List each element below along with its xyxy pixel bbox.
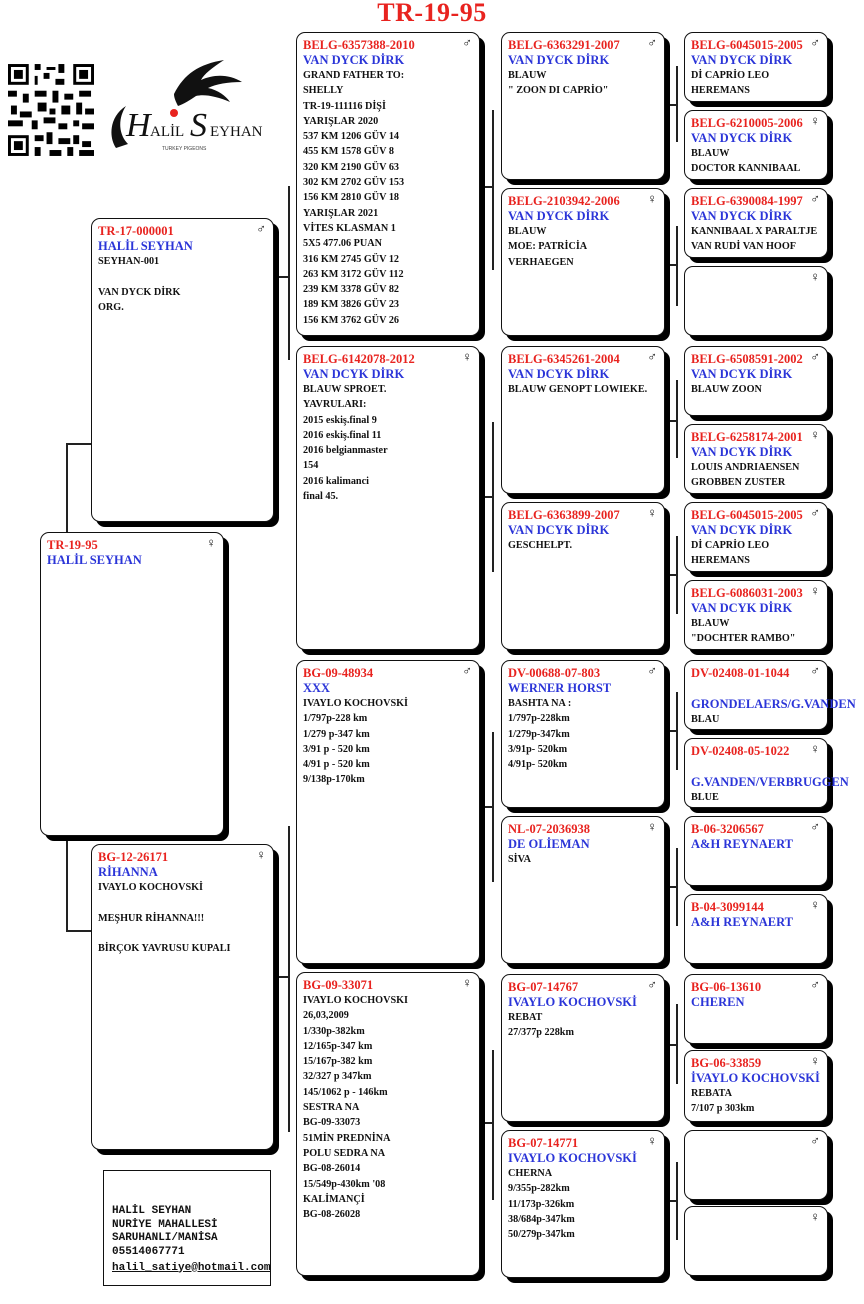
connector xyxy=(669,420,677,422)
owner-name: VAN DYCK DİRK xyxy=(691,209,793,223)
connector xyxy=(288,186,290,360)
connector xyxy=(66,443,68,543)
connector xyxy=(669,574,677,576)
owner-name: HALİL SEYHAN xyxy=(47,553,142,567)
ring-number: BELG-6345261-2004 xyxy=(508,352,620,366)
owner-name: VAN DYCK DİRK xyxy=(508,53,610,67)
pedigree-card-gen4-empty[interactable] xyxy=(684,1206,828,1276)
bird-notes: SEYHAN-001 VAN DYCK DİRK ORG. xyxy=(98,256,181,313)
bird-emblem-icon xyxy=(104,56,270,158)
bird-notes: Dİ CAPRİO LEO HEREMANS xyxy=(691,70,770,97)
pedigree-card-gen4[interactable] xyxy=(684,32,828,102)
pedigree-card-gen4[interactable] xyxy=(684,346,828,416)
connector xyxy=(676,226,678,306)
female-sex-icon: ♀ xyxy=(206,535,216,550)
pedigree-card-gen4[interactable] xyxy=(684,894,828,964)
ring-number: BELG-6142078-2012 xyxy=(303,352,415,366)
owner-name: CHEREN xyxy=(691,995,745,1009)
pedigree-card-gen4[interactable] xyxy=(684,580,828,650)
owner-name: VAN DCYK DİRK xyxy=(691,523,793,537)
pedigree-card-gen3[interactable] xyxy=(501,660,665,808)
pedigree-card-gen2[interactable] xyxy=(296,972,480,1276)
connector xyxy=(669,886,677,888)
pedigree-card-gen3[interactable] xyxy=(501,974,665,1122)
pedigree-card-gen4[interactable] xyxy=(684,660,856,730)
ring-number: B-06-3206567 xyxy=(691,822,764,836)
ring-number: BG-09-48934 xyxy=(303,666,374,680)
owner-name: WERNER HORST xyxy=(508,681,612,695)
bird-notes: KANNIBAAL X PARALTJE VAN RUDİ VAN HOOF xyxy=(691,226,818,253)
ring-number: BG-06-33859 xyxy=(691,1056,762,1070)
connector xyxy=(483,806,493,808)
bird-notes: LOUIS ANDRIAENSEN GROBBEN ZUSTER xyxy=(691,462,800,489)
owner-name: İVAYLO KOCHOVSKİ xyxy=(691,1071,820,1085)
contact-address: HALİL SEYHAN NURİYE MAHALLESİ SARUHANLI/MANİSA 05514067771 xyxy=(112,1205,218,1258)
female-sex-icon: ♀ xyxy=(256,847,266,862)
pedigree-card-gen3[interactable] xyxy=(501,816,665,964)
pedigree-card-gen4[interactable] xyxy=(684,974,828,1044)
ring-number: BELG-6390084-1997 xyxy=(691,194,803,208)
connector xyxy=(669,1044,677,1046)
ring-number: BG-07-14767 xyxy=(508,980,579,994)
pedigree-card-gen4[interactable] xyxy=(684,816,828,886)
bird-notes: BLAUW ZOON xyxy=(691,384,762,395)
pedigree-card-gen4[interactable] xyxy=(684,188,828,258)
bird-notes: REBATA 7/107 p 303km xyxy=(691,1088,755,1115)
male-sex-icon: ♂ xyxy=(647,977,657,992)
connector xyxy=(676,380,678,458)
male-sex-icon: ♂ xyxy=(810,977,820,992)
bird-notes: BLAUW "DOCHTER RAMBO" xyxy=(691,618,796,645)
connector xyxy=(483,1122,493,1124)
owner-name: DE OLİEMAN xyxy=(508,837,590,851)
bird-notes: IVAYLO KOCHOVSKI 26,03,2009 1/330p-382km 12/165p-347 km 15/167p-382 km 32/327 p 347km 145/1062 p - 146km SESTRA NA BG-09-33073 51MİN PREDNİNA POLU SEDRA NA BG-08-26014 15/549p-430km '08 KALİMANÇİ BG-08-26028 xyxy=(303,995,409,1221)
male-sex-icon: ♂ xyxy=(256,221,266,236)
ring-number: BG-06-13610 xyxy=(691,980,762,994)
pedigree-card-sire[interactable] xyxy=(91,218,274,522)
female-sex-icon: ♀ xyxy=(647,819,657,834)
bird-notes: BLUE xyxy=(691,792,719,803)
bird-notes: BLAUW " ZOON DI CAPRİO" xyxy=(508,70,609,97)
svg-text:S: S xyxy=(190,107,207,144)
owner-name: GRONDELAERS/G.VANDEN xyxy=(691,697,856,711)
female-sex-icon: ♀ xyxy=(810,1209,820,1224)
connector xyxy=(66,930,92,932)
male-sex-icon: ♂ xyxy=(462,663,472,678)
owner-name: VAN DYCK DİRK xyxy=(691,53,793,67)
connector xyxy=(669,730,677,732)
ring-number: DV-02408-01-1044 xyxy=(691,666,790,680)
owner-name: XXX xyxy=(303,681,331,695)
female-sex-icon: ♀ xyxy=(462,349,472,364)
pedigree-card-dam[interactable] xyxy=(91,844,274,1150)
bird-notes: GRAND FATHER TO: SHELLY TR-19-111116 DİŞİ YARIŞLAR 2020 537 KM 1206 GÜV 14 455 KM 1578 GÜV 8 320 KM 2190 GÜV 63 302 KM 2702 GÜV 153 156 KM 2810 GÜV 18 YARIŞLAR 2021 VİTES KLASMAN 1 5X5 477.06 PUAN 316 KM 2745 GÜV 12 263 KM 3172 GÜV 112 239 KM 3378 GÜV 82 189 KM 3826 GÜV 23 156 KM 3762 GÜV 26 xyxy=(303,70,405,326)
ring-number: BELG-6508591-2002 xyxy=(691,352,803,366)
pedigree-card-gen2[interactable] xyxy=(296,660,480,964)
qr-code xyxy=(8,64,94,156)
pedigree-title: TR-19-95 xyxy=(377,0,487,27)
female-sex-icon: ♀ xyxy=(810,583,820,598)
male-sex-icon: ♂ xyxy=(810,663,820,678)
connector xyxy=(66,838,68,932)
female-sex-icon: ♀ xyxy=(810,427,820,442)
owner-name: G.VANDEN/VERBRUGGEN xyxy=(691,775,849,789)
pedigree-card-gen4-empty[interactable] xyxy=(684,266,828,336)
bird-notes: BASHTA NA : 1/797p-228km 1/279p-347km 3/91p- 520km 4/91p- 520km xyxy=(508,698,572,771)
ring-number: BG-09-33071 xyxy=(303,978,374,992)
male-sex-icon: ♂ xyxy=(810,349,820,364)
owner-name: VAN DCYK DİRK xyxy=(691,445,793,459)
contact-email-link[interactable]: halil_satiye@hotmail.com xyxy=(112,1261,271,1274)
bird-notes: GESCHELPT. xyxy=(508,540,573,551)
bird-notes: IVAYLO KOCHOVSKİ MEŞHUR RİHANNA!!! BİRÇOK YAVRUSU KUPALI xyxy=(98,882,231,955)
pedigree-card-gen2[interactable] xyxy=(296,32,480,336)
female-sex-icon: ♀ xyxy=(810,269,820,284)
bird-notes: IVAYLO KOCHOVSKİ 1/797p-228 km 1/279 p-347 km 3/91 p - 520 km 4/91 p - 520 km 9/138p-170km xyxy=(303,698,409,786)
svg-text:EYHAN: EYHAN xyxy=(210,124,263,140)
connector xyxy=(66,443,92,445)
connector xyxy=(669,1200,677,1202)
ring-number: BELG-6210005-2006 xyxy=(691,116,803,130)
owner-name: A&H REYNAERT xyxy=(691,915,793,929)
connector xyxy=(275,976,289,978)
connector xyxy=(669,264,677,266)
pedigree-card-gen2[interactable] xyxy=(296,346,480,650)
ring-number: BELG-6363899-2007 xyxy=(508,508,620,522)
bird-notes: Dİ CAPRİO LEO HEREMANS xyxy=(691,540,770,567)
bird-notes: BLAU xyxy=(691,714,720,725)
pedigree-card-gen4[interactable] xyxy=(684,424,828,494)
pedigree-card-gen3[interactable] xyxy=(501,32,665,180)
brand-logo xyxy=(104,56,270,158)
bird-notes: BLAUW SPROET. YAVRULARI: 2015 eskiş.final 9 2016 eskiş.final 11 2016 belgianmaster 154 2016 kalimanci final 45. xyxy=(303,384,388,503)
owner-name: VAN DCYK DİRK xyxy=(691,601,793,615)
male-sex-icon: ♂ xyxy=(647,349,657,364)
male-sex-icon: ♂ xyxy=(647,663,657,678)
ring-number: DV-00688-07-803 xyxy=(508,666,601,680)
bird-notes: SİVA xyxy=(508,854,532,865)
ring-number: TR-19-95 xyxy=(47,538,98,552)
ring-number: BELG-6045015-2005 xyxy=(691,38,803,52)
male-sex-icon: ♂ xyxy=(810,505,820,520)
bird-notes: CHERNA 9/355p-282km 11/173p-326km 38/684p-347km 50/279p-347km xyxy=(508,1168,575,1241)
ring-number: B-04-3099144 xyxy=(691,900,764,914)
male-sex-icon: ♂ xyxy=(647,35,657,50)
female-sex-icon: ♀ xyxy=(647,1133,657,1148)
connector xyxy=(275,276,289,278)
contact-box xyxy=(103,1170,271,1286)
owner-name: VAN DCYK DİRK xyxy=(691,367,793,381)
bird-notes: BLAUW MOE: PATRİCİA VERHAEGEN xyxy=(508,226,588,268)
male-sex-icon: ♂ xyxy=(810,35,820,50)
owner-name: VAN DCYK DİRK xyxy=(303,367,405,381)
pedigree-card-gen4[interactable] xyxy=(684,502,828,572)
svg-text:ALİL: ALİL xyxy=(150,124,185,140)
pedigree-card-gen4[interactable] xyxy=(684,1050,828,1122)
ring-number: BG-07-14771 xyxy=(508,1136,579,1150)
ring-number: TR-17-000001 xyxy=(98,224,174,238)
male-sex-icon: ♂ xyxy=(462,35,472,50)
pedigree-card-gen4[interactable] xyxy=(684,110,828,180)
owner-name: VAN DCYK DİRK xyxy=(508,523,610,537)
pedigree-card-gen3[interactable] xyxy=(501,1130,665,1278)
ring-number: NL-07-2036938 xyxy=(508,822,590,836)
connector xyxy=(483,186,493,188)
female-sex-icon: ♀ xyxy=(647,505,657,520)
ring-number: BELG-6258174-2001 xyxy=(691,430,803,444)
pedigree-card-gen4-empty[interactable] xyxy=(684,1130,828,1200)
owner-name: HALİL SEYHAN xyxy=(98,239,193,253)
female-sex-icon: ♀ xyxy=(810,1053,820,1068)
connector xyxy=(492,1050,494,1200)
female-sex-icon: ♀ xyxy=(810,897,820,912)
connector xyxy=(288,826,290,1132)
ring-number: BELG-6363291-2007 xyxy=(508,38,620,52)
female-sex-icon: ♀ xyxy=(647,191,657,206)
owner-name: A&H REYNAERT xyxy=(691,837,793,851)
owner-name: VAN DYCK DİRK xyxy=(303,53,405,67)
ring-number: BELG-6357388-2010 xyxy=(303,38,415,52)
svg-text:TURKEY PIGEONS: TURKEY PIGEONS xyxy=(162,146,207,152)
owner-name: IVAYLO KOCHOVSKİ xyxy=(508,1151,637,1165)
svg-text:H: H xyxy=(126,107,151,144)
pedigree-card-gen3[interactable] xyxy=(501,346,665,494)
owner-name: VAN DCYK DİRK xyxy=(508,367,610,381)
pedigree-card-gen3[interactable] xyxy=(501,188,665,336)
female-sex-icon: ♀ xyxy=(810,113,820,128)
connector xyxy=(669,104,677,106)
owner-name: VAN DYCK DİRK xyxy=(691,131,793,145)
male-sex-icon: ♂ xyxy=(810,1133,820,1148)
ring-number: BELG-2103942-2006 xyxy=(508,194,620,208)
female-sex-icon: ♀ xyxy=(810,741,820,756)
owner-name: RİHANNA xyxy=(98,865,158,879)
bird-notes: BLAUW GENOPT LOWIEKE. xyxy=(508,384,648,395)
connector xyxy=(492,110,494,270)
pedigree-card-gen4[interactable] xyxy=(684,738,849,808)
ring-number: BG-12-26171 xyxy=(98,850,169,864)
ring-number: DV-02408-05-1022 xyxy=(691,744,790,758)
pedigree-card-subject[interactable] xyxy=(40,532,224,836)
male-sex-icon: ♂ xyxy=(810,819,820,834)
male-sex-icon: ♂ xyxy=(810,191,820,206)
bird-notes: REBAT 27/377p 228km xyxy=(508,1012,574,1039)
owner-name: IVAYLO KOCHOVSKİ xyxy=(508,995,637,1009)
owner-name: VAN DYCK DİRK xyxy=(508,209,610,223)
ring-number: BELG-6045015-2005 xyxy=(691,508,803,522)
connector xyxy=(483,496,493,498)
ring-number: BELG-6086031-2003 xyxy=(691,586,803,600)
bird-notes: BLAUW DOCTOR KANNIBAAL xyxy=(691,148,801,175)
female-sex-icon: ♀ xyxy=(462,975,472,990)
pedigree-card-gen3[interactable] xyxy=(501,502,665,650)
